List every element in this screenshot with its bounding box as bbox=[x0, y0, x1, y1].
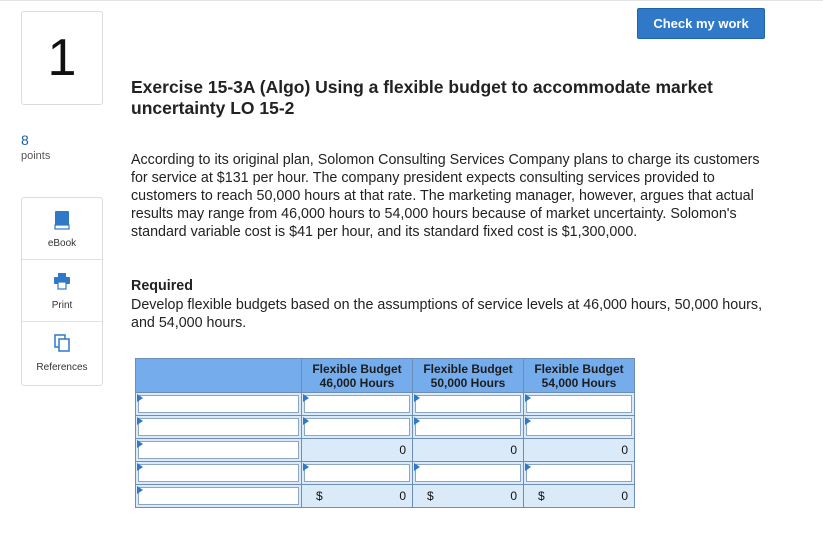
header-line1: Flexible Budget bbox=[423, 361, 513, 376]
value-cell bbox=[413, 439, 524, 462]
value-input[interactable] bbox=[304, 464, 410, 482]
required-heading: Required bbox=[131, 278, 193, 294]
cell-value: 0 bbox=[621, 443, 628, 457]
print-button[interactable] bbox=[22, 260, 102, 322]
column-header-46000 bbox=[302, 359, 413, 393]
input-flag-icon bbox=[303, 417, 309, 425]
value-input[interactable] bbox=[415, 464, 521, 482]
column-header-50000 bbox=[413, 359, 524, 393]
input-flag-icon bbox=[525, 417, 531, 425]
value-cell[interactable] bbox=[524, 416, 635, 439]
row-label-cell[interactable] bbox=[136, 439, 302, 462]
dollar-sign: $ bbox=[427, 489, 434, 503]
table-row bbox=[136, 439, 635, 462]
label-column-header bbox=[136, 359, 302, 393]
print-label: Print bbox=[51, 300, 73, 311]
row-label-dropdown[interactable] bbox=[138, 395, 299, 413]
references-label: References bbox=[36, 362, 88, 373]
points-value: 8 bbox=[21, 132, 29, 148]
value-cell[interactable] bbox=[302, 393, 413, 416]
question-number: 1 bbox=[21, 11, 103, 105]
value-input[interactable] bbox=[526, 464, 632, 482]
value-cell[interactable] bbox=[302, 462, 413, 485]
header-line2: 50,000 Hours bbox=[430, 375, 506, 390]
value-cell[interactable] bbox=[524, 393, 635, 416]
value-cell bbox=[302, 485, 413, 508]
header-line1: Flexible Budget bbox=[312, 361, 402, 376]
ebook-label: eBook bbox=[47, 238, 77, 249]
cell-value: 0 bbox=[510, 489, 517, 503]
dollar-sign: $ bbox=[538, 489, 545, 503]
references-button[interactable] bbox=[22, 322, 102, 383]
value-input[interactable] bbox=[526, 418, 632, 436]
dropdown-flag-icon bbox=[137, 394, 143, 402]
dropdown-flag-icon bbox=[137, 463, 143, 471]
value-cell bbox=[524, 485, 635, 508]
exercise-title: Exercise 15-3A (Algo) Using a flexible budget to accommodate market uncertainty LO 15-2 bbox=[131, 77, 713, 118]
value-input[interactable] bbox=[304, 395, 410, 413]
table-header-row bbox=[136, 359, 635, 393]
input-flag-icon bbox=[303, 394, 309, 402]
required-text: Develop flexible budgets based on the assumptions of service levels at 46,000 hours, 50,000 hours, and 54,000 hours. bbox=[131, 297, 763, 331]
dollar-sign: $ bbox=[316, 489, 323, 503]
cell-value: 0 bbox=[399, 443, 406, 457]
row-label-dropdown[interactable] bbox=[138, 418, 299, 436]
table-row bbox=[136, 485, 635, 508]
row-label-dropdown[interactable] bbox=[138, 487, 299, 505]
row-label-cell[interactable] bbox=[136, 462, 302, 485]
row-label-cell[interactable] bbox=[136, 393, 302, 416]
value-input[interactable] bbox=[526, 395, 632, 413]
cell-value: 0 bbox=[399, 489, 406, 503]
book-icon bbox=[54, 210, 70, 230]
value-cell[interactable] bbox=[413, 416, 524, 439]
row-label-cell[interactable] bbox=[136, 485, 302, 508]
cell-value: 0 bbox=[621, 489, 628, 503]
points-panel bbox=[21, 131, 91, 164]
header-line2: 46,000 Hours bbox=[319, 375, 395, 390]
value-cell[interactable] bbox=[524, 462, 635, 485]
table-row bbox=[136, 393, 635, 416]
top-divider bbox=[0, 0, 823, 1]
header-line2: 54,000 Hours bbox=[541, 375, 617, 390]
input-flag-icon bbox=[414, 394, 420, 402]
value-cell[interactable] bbox=[302, 416, 413, 439]
value-input[interactable] bbox=[304, 418, 410, 436]
tools-panel bbox=[21, 197, 103, 386]
printer-icon bbox=[53, 272, 71, 290]
row-label-cell[interactable] bbox=[136, 416, 302, 439]
input-flag-icon bbox=[303, 463, 309, 471]
ebook-button[interactable] bbox=[22, 198, 102, 260]
table-row bbox=[136, 462, 635, 485]
input-flag-icon bbox=[525, 463, 531, 471]
cell-value: 0 bbox=[510, 443, 517, 457]
flexible-budget-table bbox=[135, 358, 635, 508]
copy-icon bbox=[54, 334, 70, 352]
dropdown-flag-icon bbox=[137, 486, 143, 494]
input-flag-icon bbox=[525, 394, 531, 402]
value-cell bbox=[302, 439, 413, 462]
column-header-54000 bbox=[524, 359, 635, 393]
value-cell[interactable] bbox=[413, 393, 524, 416]
exercise-description: According to its original plan, Solomon Consulting Services Company plans to charge its customers for service at $131 per hour. The company president expects consulting services provided to customers to reach 50,000 hours at that rate. The marketing manager, however, argues that actual results may range from 46,000 hours to 54,000 hours because of market uncertainty. Solomon's standard variable cost is $41 per hour, and its standard fixed cost is $1,300,000. bbox=[131, 152, 760, 240]
header-line1: Flexible Budget bbox=[534, 361, 624, 376]
value-cell bbox=[524, 439, 635, 462]
points-label: points bbox=[21, 150, 51, 162]
value-cell[interactable] bbox=[413, 462, 524, 485]
row-label-dropdown[interactable] bbox=[138, 464, 299, 482]
dropdown-flag-icon bbox=[137, 440, 143, 448]
check-my-work-button[interactable]: Check my work bbox=[637, 8, 765, 39]
row-label-dropdown[interactable] bbox=[138, 441, 299, 459]
table-row bbox=[136, 416, 635, 439]
dropdown-flag-icon bbox=[137, 417, 143, 425]
value-input[interactable] bbox=[415, 395, 521, 413]
input-flag-icon bbox=[414, 417, 420, 425]
value-input[interactable] bbox=[415, 418, 521, 436]
input-flag-icon bbox=[414, 463, 420, 471]
value-cell bbox=[413, 485, 524, 508]
